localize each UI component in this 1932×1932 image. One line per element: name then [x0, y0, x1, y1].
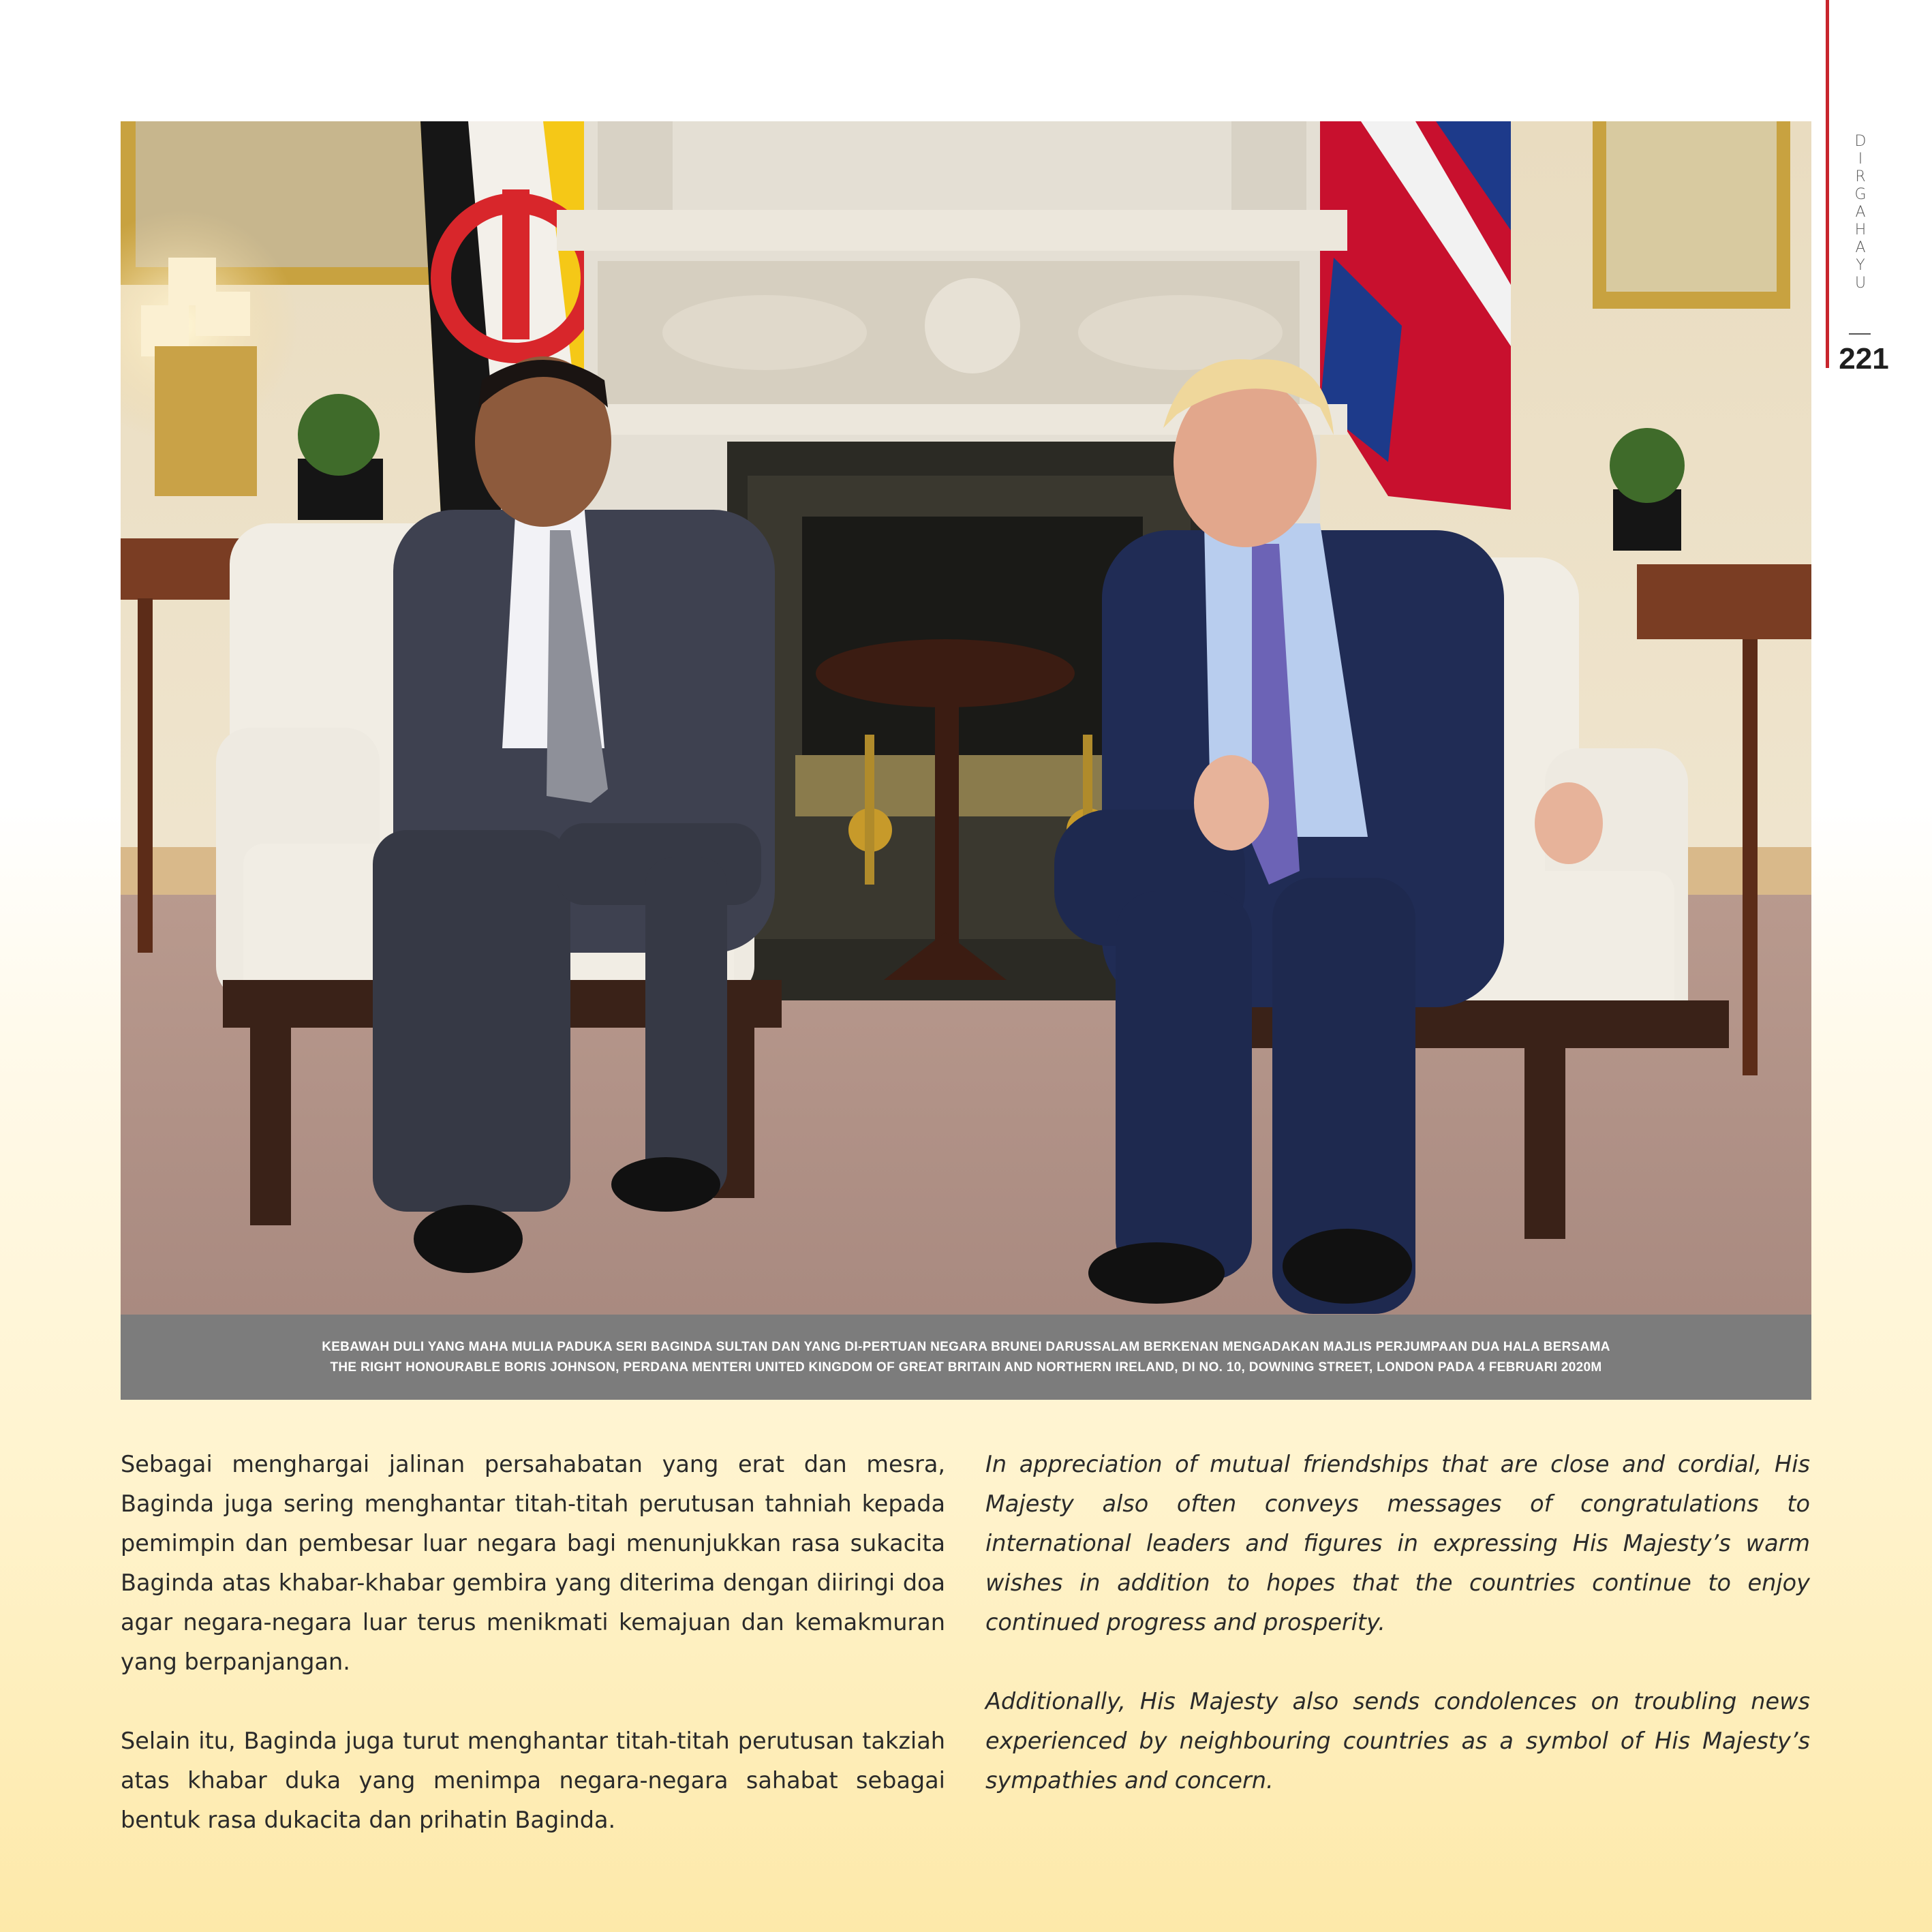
header-letter: R [1855, 168, 1866, 185]
caption-line-2: THE RIGHT HONOURABLE BORIS JOHNSON, PERDANA MENTERI UNITED KINGDOM OF GREAT BRITAIN AND NORTHERN IRELAND, DI NO. 10, DOWNING STREET, LONDON PADA 4 FEBRUARI 2020M [330, 1360, 1602, 1375]
header-dash [1849, 333, 1871, 335]
malay-text-column [121, 1445, 945, 1880]
running-header [1843, 134, 1877, 292]
header-letter: A [1855, 204, 1866, 221]
english-text-column [985, 1445, 1810, 1840]
meeting-photo [121, 121, 1811, 1315]
english-paragraph-1: In appreciation of mutual friendships that are close and cordial, His Majesty also often conveys messages of congratulations to international leaders and figures in expressing His Majesty’s warm wishes in addition to hopes that the countries continue to enjoy continued progress and prosperity. [985, 1451, 1810, 1636]
header-letter: Y [1856, 257, 1865, 274]
accent-rule [1826, 0, 1829, 368]
malay-paragraph-1: Sebagai menghargai jalinan persahabatan yang erat dan mesra, Baginda juga sering menghantar titah-titah perutusan tahniah kepada pemimpin dan pembesar luar negara bagi menunjukkan rasa sukacita Baginda atas khabar-khabar gembira yang diterima dengan diiringi doa agar negara-negara luar terus menikmati kemajuan dan kemakmuran yang berpanjangan. [121, 1451, 945, 1675]
header-letter: D [1854, 133, 1867, 150]
header-letter: A [1855, 239, 1866, 256]
header-letter: H [1854, 221, 1867, 239]
header-letter: U [1854, 275, 1867, 292]
photo-caption [121, 1315, 1811, 1400]
caption-line-1: KEBAWAH DULI YANG MAHA MULIA PADUKA SERI BAGINDA SULTAN DAN YANG DI-PERTUAN NEGARA BRUNEI DARUSSALAM BERKENAN MENGADAKAN MAJLIS PERJUMPAAN DUA HALA BERSAMA [322, 1339, 1610, 1354]
header-letter: G [1854, 186, 1867, 203]
header-letter: I [1858, 151, 1863, 168]
page-number: 221 [1839, 342, 1889, 375]
malay-paragraph-2: Selain itu, Baginda juga turut menghantar titah-titah perutusan takziah atas khabar duka yang menimpa negara-negara sahabat sebagai bentuk rasa dukacita dan prihatin Baginda. [121, 1728, 945, 1833]
english-paragraph-2: Additionally, His Majesty also sends condolences on troubling news experienced by neighbouring countries as a symbol of His Majesty’s sympathies and concern. [985, 1688, 1810, 1794]
